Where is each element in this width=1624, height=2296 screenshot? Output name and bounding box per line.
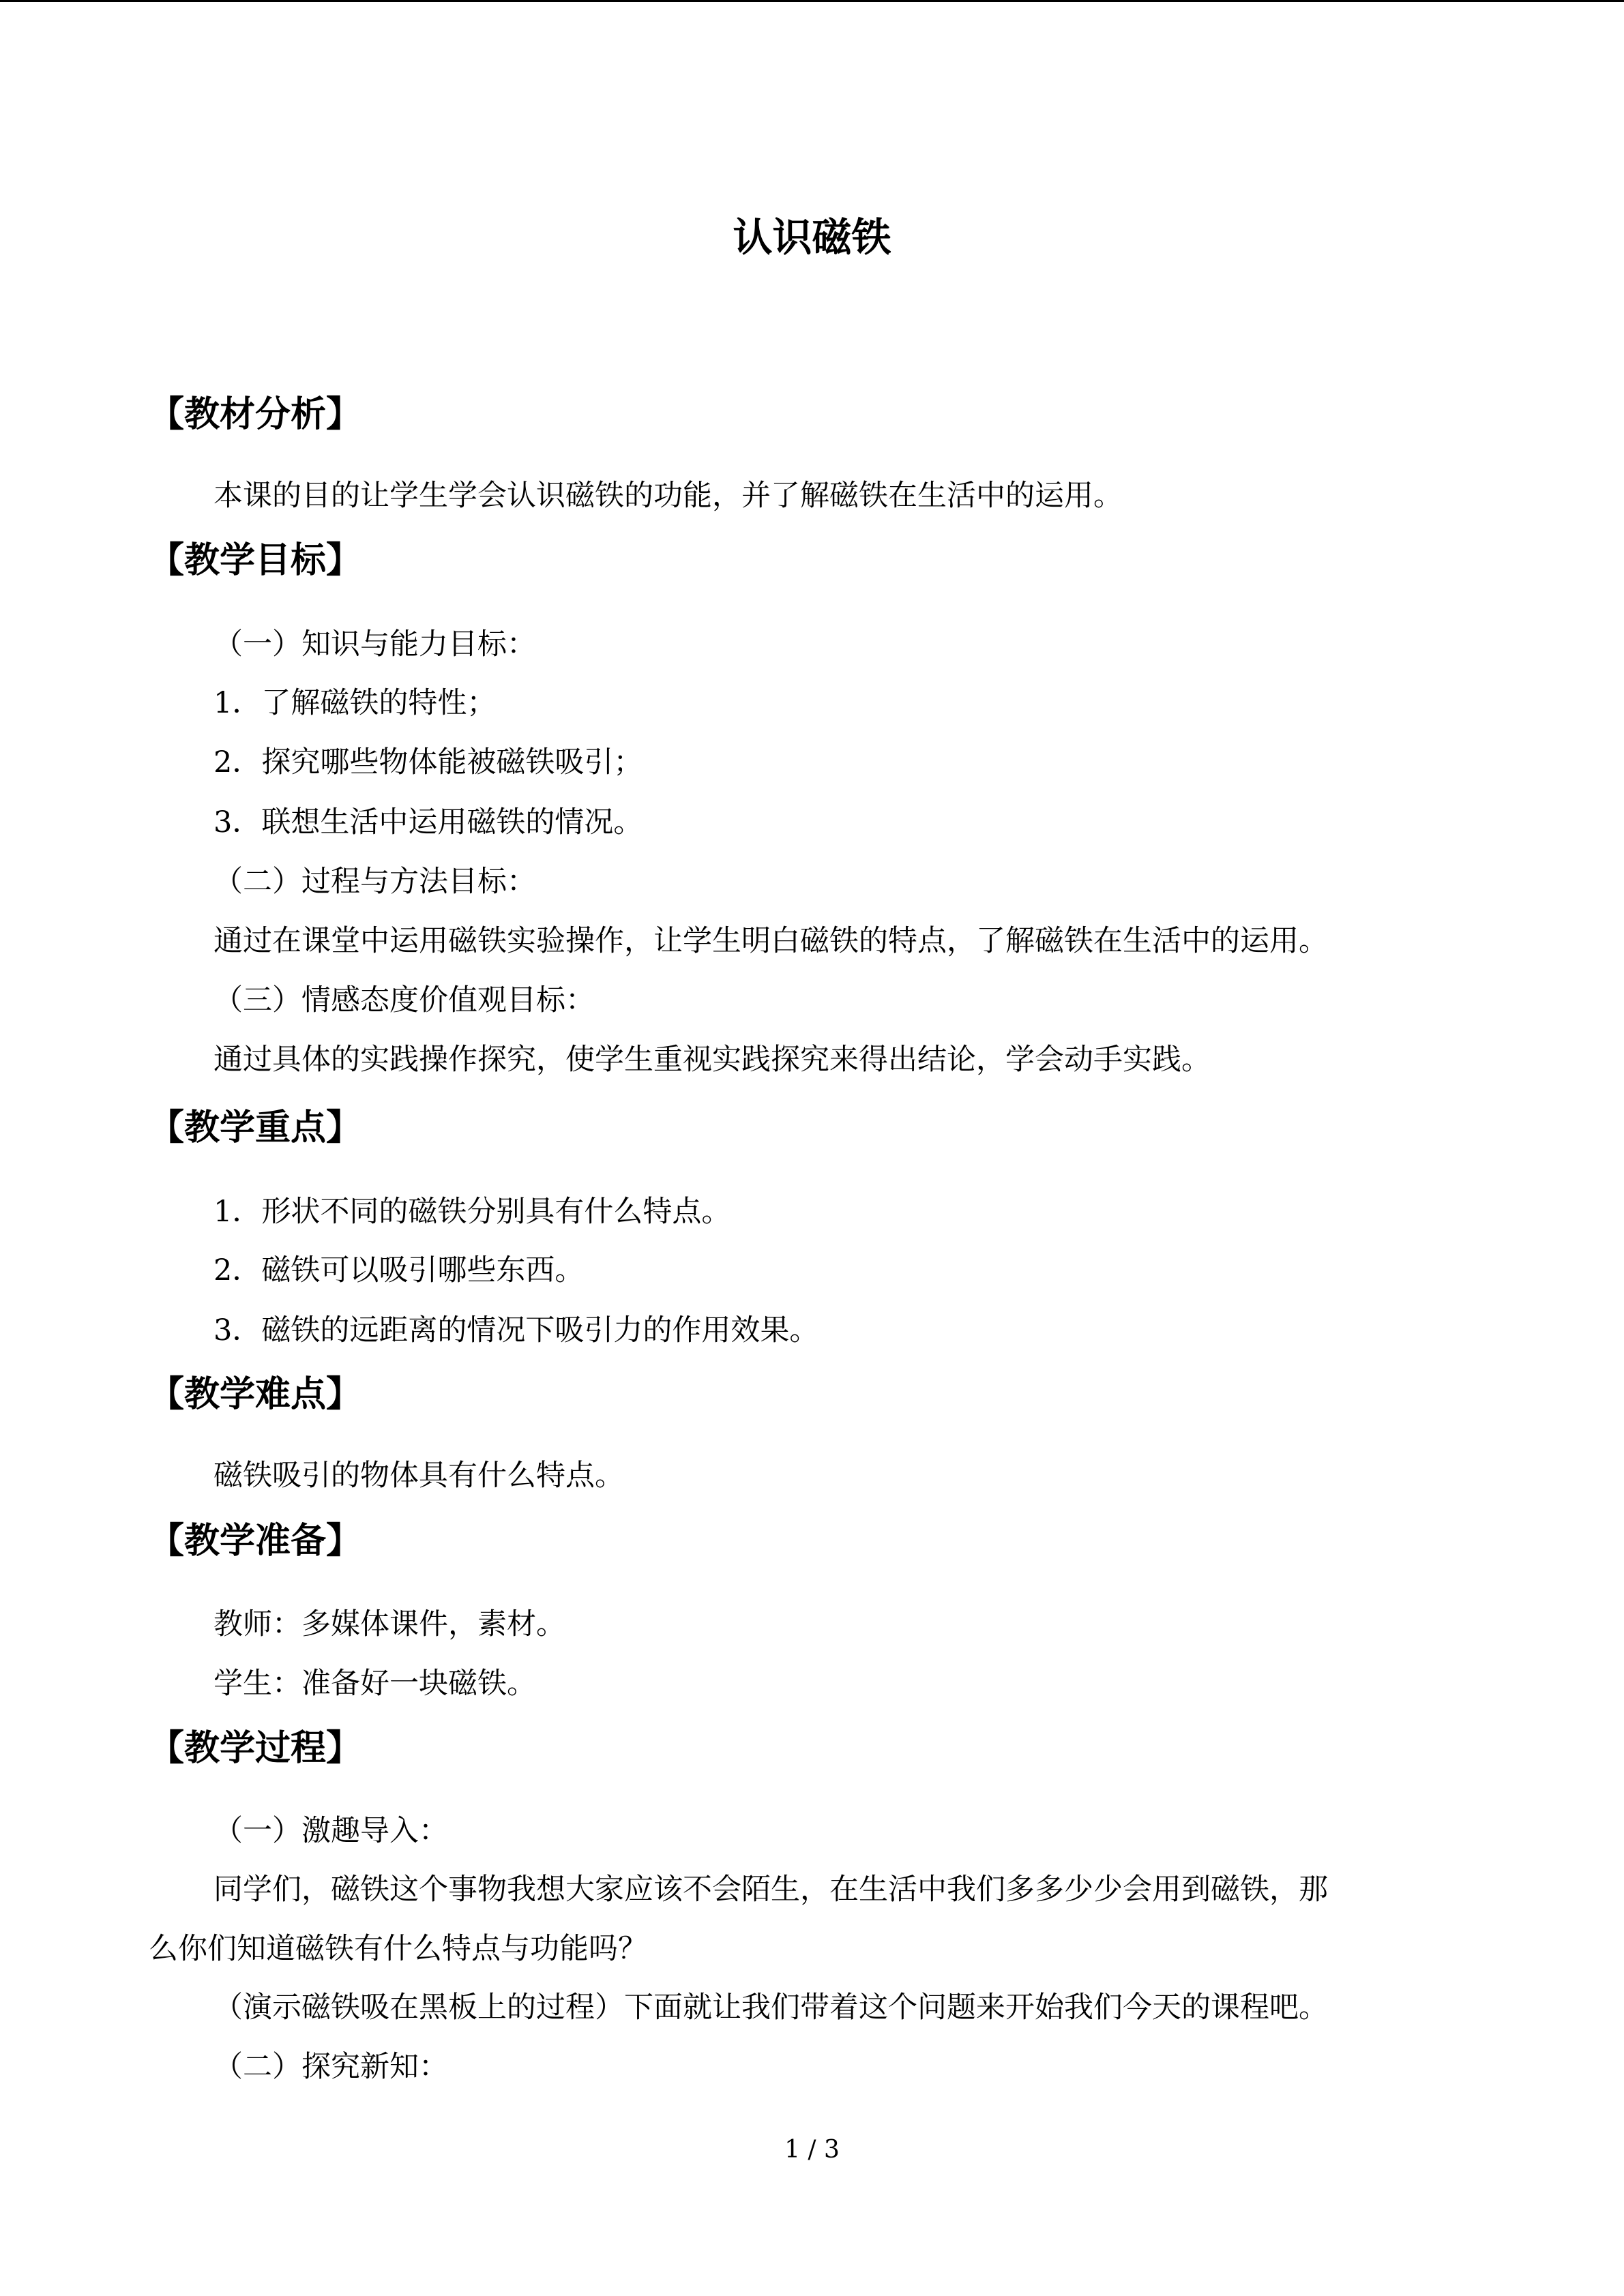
list-item: 1．形状不同的磁铁分别具有什么特点。 bbox=[213, 1195, 731, 1229]
paragraph: 通过在课堂中运用磁铁实验操作，让学生明白磁铁的特点，了解磁铁在生活中的运用。 bbox=[213, 924, 1328, 958]
paragraph: 么你们知道磁铁有什么特点与功能吗？ bbox=[149, 1932, 647, 1966]
heading-process: 【教学过程】 bbox=[149, 1728, 362, 1769]
heading-difficulties: 【教学难点】 bbox=[149, 1374, 362, 1415]
paragraph: （演示磁铁吸在黑板上的过程）下面就让我们带着这个问题来开始我们今天的课程吧。 bbox=[213, 1991, 1328, 2025]
list-item: 2．探究哪些物体能被磁铁吸引； bbox=[213, 745, 643, 779]
paragraph: 通过具体的实践操作探究，使学生重视实践探究来得出结论，学会动手实践。 bbox=[213, 1043, 1211, 1077]
heading-objectives: 【教学目标】 bbox=[149, 540, 362, 581]
list-item: 2．磁铁可以吸引哪些东西。 bbox=[213, 1253, 585, 1287]
heading-preparation: 【教学准备】 bbox=[149, 1521, 362, 1562]
heading-key-points: 【教学重点】 bbox=[149, 1107, 362, 1148]
paragraph: （三）情感态度价值观目标： bbox=[213, 983, 595, 1017]
list-item: 3．联想生活中运用磁铁的情况。 bbox=[213, 805, 643, 839]
page-number: 1 / 3 bbox=[784, 2136, 840, 2164]
paragraph: （二）探究新知： bbox=[213, 2050, 448, 2084]
paragraph: 磁铁吸引的物体具有什么特点。 bbox=[213, 1459, 624, 1493]
heading-material-analysis: 【教材分析】 bbox=[149, 394, 362, 435]
paragraph: 教师：多媒体课件，素材。 bbox=[213, 1607, 565, 1641]
paragraph: 本课的目的让学生学会认识磁铁的功能，并了解磁铁在生活中的运用。 bbox=[213, 479, 1123, 513]
paragraph: 同学们，磁铁这个事物我想大家应该不会陌生，在生活中我们多多少少会用到磁铁，那 bbox=[213, 1873, 1328, 1907]
paragraph: 学生：准备好一块磁铁。 bbox=[213, 1667, 536, 1701]
list-item: 3．磁铁的远距离的情况下吸引力的作用效果。 bbox=[213, 1313, 819, 1347]
list-item: 1．了解磁铁的特性； bbox=[213, 686, 497, 720]
paragraph: （一）知识与能力目标： bbox=[213, 627, 536, 661]
paragraph: （一）激趣导入： bbox=[213, 1814, 448, 1848]
paragraph: （二）过程与方法目标： bbox=[213, 865, 536, 899]
page-title: 认识磁铁 bbox=[733, 214, 891, 260]
